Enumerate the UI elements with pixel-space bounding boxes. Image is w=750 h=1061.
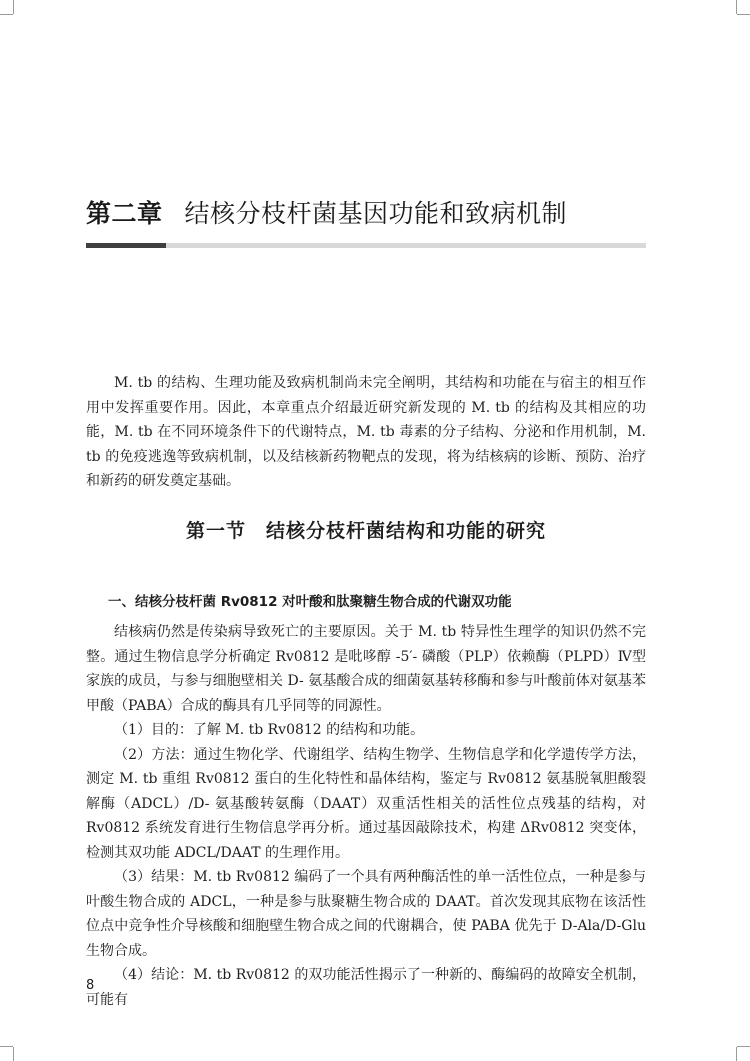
paragraph-results: （3）结果：M. tb Rv0812 编码了一个具有两种酶活性的单一活性位点，一种是参与叶酸生物合成的 ADCL，一种是参与肽聚糖生物合成的 DAAT。首次发现其底物在该活性位点中竞争性介导核酸和细胞壁生物合成之间的代谢耦合，使 PABA 优先于 D-Ala/D-Glu 生物合成。 bbox=[86, 869, 646, 959]
crop-mark-bottom-right bbox=[737, 1046, 750, 1047]
crop-mark-top-right bbox=[737, 14, 750, 15]
section-body bbox=[86, 620, 646, 1012]
intro-block bbox=[86, 371, 646, 494]
intro-paragraph: M. tb 的结构、生理功能及致病机制尚未完全阐明，其结构和功能在与宿主的相互作用中发挥重要作用。因此，本章重点介绍最近研究新发现的 M. tb 的结构及其相应的功能，M. tb 在不同环境条件下的代谢特点，M. tb 毒素的分子结构、分泌和作用机制，M. tb 的免疫逃逸等致病机制，以及结核新药物靶点的发现，将为结核病的诊断、预防、治疗和新药的研发奠定基础。 bbox=[86, 375, 646, 489]
paragraph-methods: （2）方法：通过生物化学、代谢组学、结构生物学、生物信息学和化学遗传学方法，测定 M. tb 重组 Rv0812 蛋白的生化特性和晶体结构，鉴定与 Rv0812 氨基脱氧胆酸裂解酶（ADCL）/D- 氨基酸转氨酶（DAAT）双重活性相关的活性位点残基的结构，对 Rv0812 系统发育进行生物信息学再分析。通过基因敲除技术，构建 ΔRv0812 突变体，检测其双功能 ADCL/DAAT 的生理作用。 bbox=[86, 746, 646, 861]
chapter-number: 第二章 bbox=[86, 199, 163, 228]
chapter-rule bbox=[166, 243, 646, 248]
page-number: 8 bbox=[86, 978, 95, 993]
chapter-title: 结核分枝杆菌基因功能和致病机制 bbox=[184, 199, 568, 228]
paragraph-conclusion: （4）结论：M. tb Rv0812 的双功能活性揭示了一种新的、酶编码的故障安全机制，可能有 bbox=[86, 967, 646, 1008]
crop-mark-top-right bbox=[736, 0, 737, 14]
paragraph-objective: （1）目的：了解 M. tb Rv0812 的结构和功能。 bbox=[114, 722, 425, 738]
crop-mark-bottom-left bbox=[0, 1046, 13, 1047]
chapter-heading bbox=[86, 198, 567, 230]
chapter-rule-accent bbox=[86, 243, 166, 248]
crop-mark-top-left bbox=[0, 14, 13, 15]
subsection-title: 一、结核分枝杆菌 Rv0812 对叶酸和肽聚糖生物合成的代谢双功能 bbox=[108, 594, 512, 610]
section-title: 第一节 结核分枝杆菌结构和功能的研究 bbox=[185, 520, 546, 542]
paragraph-background: 结核病仍然是传染病导致死亡的主要原因。关于 M. tb 特异性生理学的知识仍然不完整。通过生物信息学分析确定 Rv0812 是吡哆醇 -5′- 磷酸（PLP）依赖酶（PLPD）Ⅳ型家族的成员，与参与细胞壁相关 D- 氨基酸合成的细菌氨基转移酶和参与叶酸前体对氨基苯甲酸（PABA）合成的酶具有几乎同等的同源性。 bbox=[86, 624, 646, 714]
crop-mark-bottom-right bbox=[736, 1047, 737, 1061]
crop-mark-bottom-left bbox=[13, 1047, 14, 1061]
crop-mark-top-left bbox=[13, 0, 14, 14]
